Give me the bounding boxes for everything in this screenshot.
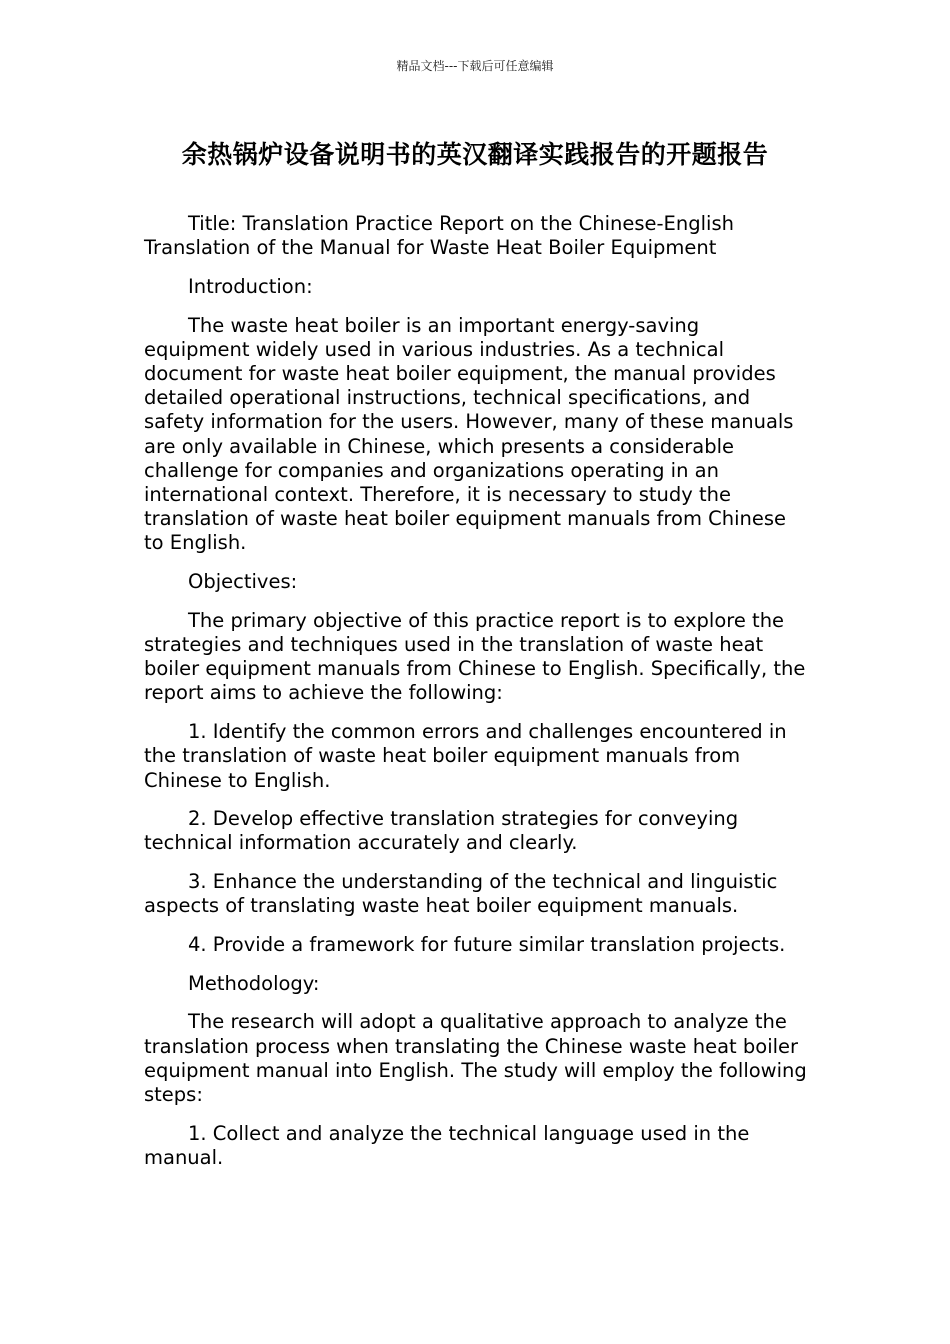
paragraph-title-line: Title: Translation Practice Report on the Chinese-English Translation of the Manual for Waste Heat Boiler Equipment	[144, 212, 734, 260]
objective-item-1: 1. Identify the common errors and challenges encountered in the translation of waste heat boiler equipment manuals from Chinese to English.	[144, 720, 787, 792]
paragraph-introduction: The waste heat boiler is an important energy-saving equipment widely used in various industries. As a technical document for waste heat boiler equipment, the manual provides detailed operational instructions, technical specifications, and safety information for the users. However, many of these manuals are only available in Chinese, which presents a considerable challenge for companies and organizations operating in an international context. Therefore, it is necessary to study the translation of waste heat boiler equipment manuals from Chinese to English.	[144, 313, 794, 555]
objective-item-4: 4. Provide a framework for future similar translation projects.	[188, 933, 786, 957]
methodology-step-1: 1. Collect and analyze the technical language used in the manual.	[144, 1121, 750, 1169]
objective-item-3: 3. Enhance the understanding of the technical and linguistic aspects of translating waste heat boiler equipment manuals.	[144, 870, 778, 918]
document-title: 余热锅炉设备说明书的英汉翻译实践报告的开题报告	[181, 140, 769, 169]
paragraph-objectives: The primary objective of this practice report is to explore the strategies and techniques used in the translation of waste heat boiler equipment manuals from Chinese to English. Specifically, the report aims to achieve the following:	[144, 608, 806, 705]
section-heading-objectives: Objectives:	[188, 570, 298, 594]
paragraph-methodology: The research will adopt a qualitative approach to analyze the translation process when translating the Chinese waste heat boiler equipment manual into English. The study will employ the following steps:	[144, 1010, 807, 1107]
header-note: 精品文档---下载后可任意编辑	[396, 59, 554, 73]
objective-item-2: 2. Develop effective translation strategies for conveying technical information accurately and clearly.	[144, 807, 739, 855]
section-heading-methodology: Methodology:	[188, 971, 320, 995]
document-body	[144, 212, 808, 1185]
section-heading-introduction: Introduction:	[188, 274, 313, 298]
